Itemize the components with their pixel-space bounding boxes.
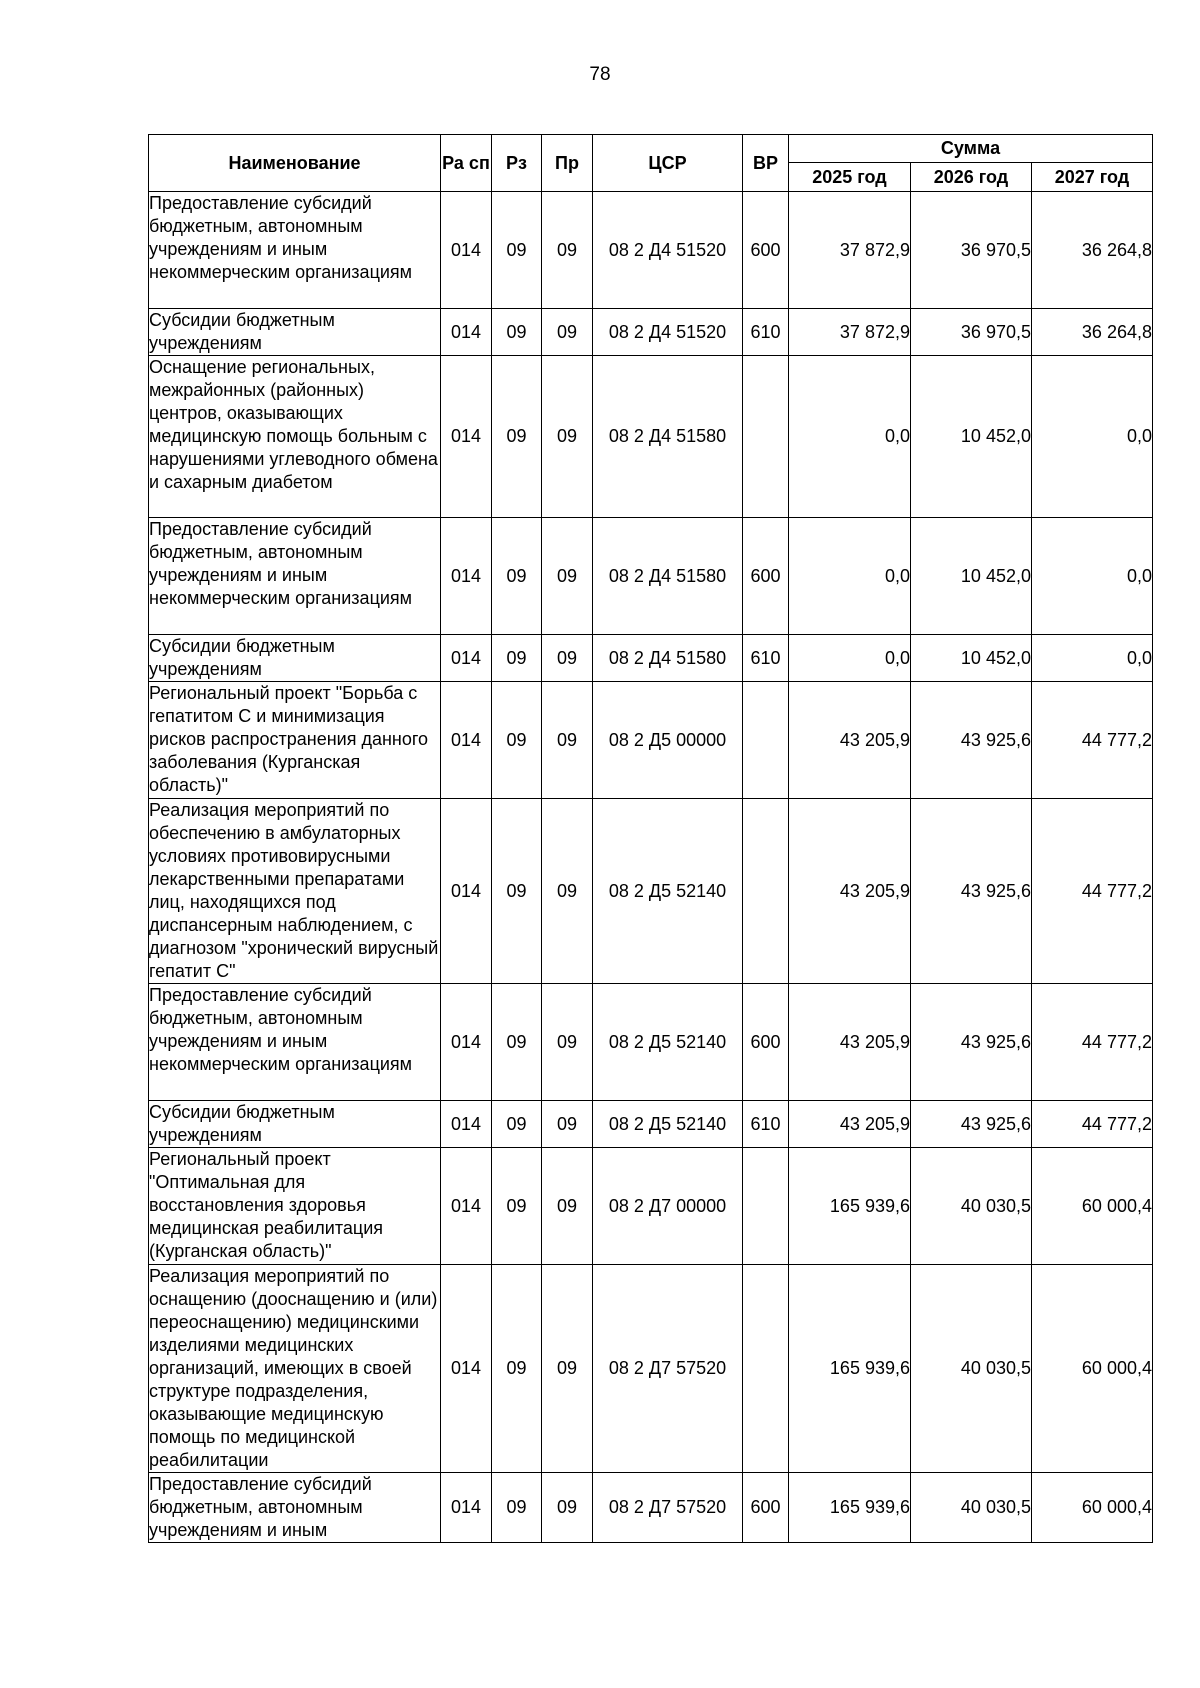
cell-rasp: 014 (441, 1148, 492, 1265)
cell-sum-2027: 0,0 (1032, 518, 1153, 635)
cell-pr: 09 (542, 1148, 593, 1265)
cell-sum-2025: 165 939,6 (789, 1265, 911, 1473)
header-row (149, 135, 1153, 163)
table-row (149, 518, 1153, 635)
cell-sum-2027: 0,0 (1032, 635, 1153, 682)
cell-rasp: 014 (441, 799, 492, 984)
cell-sum-2027: 44 777,2 (1032, 1101, 1153, 1148)
header-csr: ЦСР (593, 135, 743, 192)
cell-sum-2027: 44 777,2 (1032, 799, 1153, 984)
cell-name: Реализация мероприятий по оснащению (дооснащению и (или) переоснащению) медицинскими изделиями медицинских организаций, имеющих в своей структуре подразделения, оказывающие медицинскую помощь по медицинской реабилитации (149, 1265, 441, 1473)
cell-sum-2026: 43 925,6 (911, 682, 1032, 799)
cell-sum-2025: 37 872,9 (789, 192, 911, 309)
cell-sum-2026: 43 925,6 (911, 984, 1032, 1101)
header-rz: Рз (492, 135, 542, 192)
header-pr: Пр (542, 135, 593, 192)
cell-sum-2026: 40 030,5 (911, 1265, 1032, 1473)
cell-csr: 08 2 Д7 00000 (593, 1148, 743, 1265)
cell-pr: 09 (542, 1101, 593, 1148)
cell-csr: 08 2 Д5 52140 (593, 799, 743, 984)
cell-vr: 600 (743, 984, 789, 1101)
cell-csr: 08 2 Д5 52140 (593, 984, 743, 1101)
cell-rasp: 014 (441, 682, 492, 799)
cell-csr: 08 2 Д4 51580 (593, 518, 743, 635)
cell-sum-2026: 40 030,5 (911, 1473, 1032, 1543)
cell-sum-2027: 44 777,2 (1032, 682, 1153, 799)
cell-sum-2026: 10 452,0 (911, 356, 1032, 518)
cell-rz: 09 (492, 192, 542, 309)
cell-csr: 08 2 Д5 52140 (593, 1101, 743, 1148)
cell-sum-2027: 44 777,2 (1032, 984, 1153, 1101)
cell-pr: 09 (542, 356, 593, 518)
header-vr: ВР (743, 135, 789, 192)
cell-csr: 08 2 Д7 57520 (593, 1473, 743, 1543)
cell-rz: 09 (492, 356, 542, 518)
table-row (149, 1473, 1153, 1543)
cell-csr: 08 2 Д7 57520 (593, 1265, 743, 1473)
cell-vr (743, 682, 789, 799)
cell-name: Реализация мероприятий по обеспечению в амбулаторных условиях противовирусными лекарственными препаратами лиц, находящихся под диспансерным наблюдением, с диагнозом "хронический вирусный гепатит С" (149, 799, 441, 984)
cell-rasp: 014 (441, 635, 492, 682)
cell-sum-2025: 43 205,9 (789, 799, 911, 984)
cell-sum-2027: 60 000,4 (1032, 1265, 1153, 1473)
cell-rz: 09 (492, 1101, 542, 1148)
cell-pr: 09 (542, 1473, 593, 1543)
cell-name: Предоставление субсидий бюджетным, автономным учреждениям и иным некоммерческим организациям (149, 518, 441, 635)
cell-name: Субсидии бюджетным учреждениям (149, 1101, 441, 1148)
header-year-2025: 2025 год (789, 163, 911, 192)
cell-vr: 600 (743, 518, 789, 635)
cell-sum-2026: 36 970,5 (911, 309, 1032, 356)
cell-pr: 09 (542, 1265, 593, 1473)
table-body (149, 192, 1153, 1543)
table-row (149, 1265, 1153, 1473)
cell-rasp: 014 (441, 1473, 492, 1543)
cell-rz: 09 (492, 682, 542, 799)
table-row (149, 1101, 1153, 1148)
cell-sum-2026: 10 452,0 (911, 635, 1032, 682)
cell-rasp: 014 (441, 1101, 492, 1148)
table-row (149, 309, 1153, 356)
cell-pr: 09 (542, 799, 593, 984)
cell-sum-2025: 37 872,9 (789, 309, 911, 356)
cell-sum-2026: 36 970,5 (911, 192, 1032, 309)
cell-vr: 600 (743, 1473, 789, 1543)
cell-name: Оснащение региональных, межрайонных (районных) центров, оказывающих медицинскую помощь больным с нарушениями углеводного обмена и сахарным диабетом (149, 356, 441, 518)
header-rasp: Ра сп (441, 135, 492, 192)
budget-table (148, 134, 1153, 1543)
cell-sum-2026: 10 452,0 (911, 518, 1032, 635)
table-row (149, 799, 1153, 984)
cell-csr: 08 2 Д5 00000 (593, 682, 743, 799)
cell-pr: 09 (542, 635, 593, 682)
cell-name: Субсидии бюджетным учреждениям (149, 309, 441, 356)
cell-csr: 08 2 Д4 51580 (593, 356, 743, 518)
cell-rz: 09 (492, 518, 542, 635)
cell-csr: 08 2 Д4 51580 (593, 635, 743, 682)
header-year-2027: 2027 год (1032, 163, 1153, 192)
header-sum: Сумма (789, 135, 1153, 163)
cell-rz: 09 (492, 984, 542, 1101)
cell-rasp: 014 (441, 356, 492, 518)
cell-name: Предоставление субсидий бюджетным, автономным учреждениям и иным некоммерческим организациям (149, 192, 441, 309)
cell-sum-2025: 43 205,9 (789, 682, 911, 799)
cell-rasp: 014 (441, 309, 492, 356)
cell-vr (743, 799, 789, 984)
header-name: Наименование (149, 135, 441, 192)
cell-name: Субсидии бюджетным учреждениям (149, 635, 441, 682)
cell-name: Региональный проект "Оптимальная для восстановления здоровья медицинская реабилитация (Курганская область)" (149, 1148, 441, 1265)
cell-pr: 09 (542, 192, 593, 309)
header-year-2026: 2026 год (911, 163, 1032, 192)
cell-pr: 09 (542, 518, 593, 635)
cell-name: Предоставление субсидий бюджетным, автономным учреждениям и иным некоммерческим организациям (149, 984, 441, 1101)
table-row (149, 356, 1153, 518)
cell-vr: 600 (743, 192, 789, 309)
cell-sum-2027: 36 264,8 (1032, 192, 1153, 309)
cell-rasp: 014 (441, 192, 492, 309)
cell-pr: 09 (542, 984, 593, 1101)
cell-rz: 09 (492, 309, 542, 356)
cell-sum-2027: 60 000,4 (1032, 1473, 1153, 1543)
cell-rasp: 014 (441, 1265, 492, 1473)
cell-vr: 610 (743, 1101, 789, 1148)
page-number: 78 (589, 64, 611, 85)
cell-sum-2026: 43 925,6 (911, 799, 1032, 984)
cell-rz: 09 (492, 635, 542, 682)
cell-sum-2026: 43 925,6 (911, 1101, 1032, 1148)
cell-rasp: 014 (441, 984, 492, 1101)
cell-vr (743, 1148, 789, 1265)
table-row (149, 635, 1153, 682)
table-row (149, 984, 1153, 1101)
cell-pr: 09 (542, 682, 593, 799)
cell-sum-2025: 43 205,9 (789, 1101, 911, 1148)
cell-vr: 610 (743, 309, 789, 356)
cell-sum-2025: 0,0 (789, 356, 911, 518)
cell-vr: 610 (743, 635, 789, 682)
table-row (149, 192, 1153, 309)
cell-pr: 09 (542, 309, 593, 356)
cell-rz: 09 (492, 1265, 542, 1473)
cell-sum-2025: 0,0 (789, 635, 911, 682)
cell-rasp: 014 (441, 518, 492, 635)
cell-sum-2027: 60 000,4 (1032, 1148, 1153, 1265)
cell-sum-2025: 0,0 (789, 518, 911, 635)
table-row (149, 1148, 1153, 1265)
cell-name: Региональный проект "Борьба с гепатитом С и минимизация рисков распространения данного заболевания (Курганская область)" (149, 682, 441, 799)
cell-vr (743, 1265, 789, 1473)
cell-csr: 08 2 Д4 51520 (593, 192, 743, 309)
table-row (149, 682, 1153, 799)
cell-sum-2025: 43 205,9 (789, 984, 911, 1101)
cell-vr (743, 356, 789, 518)
cell-sum-2025: 165 939,6 (789, 1473, 911, 1543)
cell-sum-2025: 165 939,6 (789, 1148, 911, 1265)
cell-rz: 09 (492, 1473, 542, 1543)
cell-sum-2026: 40 030,5 (911, 1148, 1032, 1265)
cell-sum-2027: 36 264,8 (1032, 309, 1153, 356)
cell-name: Предоставление субсидий бюджетным, автономным учреждениям и иным (149, 1473, 441, 1543)
cell-sum-2027: 0,0 (1032, 356, 1153, 518)
cell-rz: 09 (492, 1148, 542, 1265)
cell-rz: 09 (492, 799, 542, 984)
cell-csr: 08 2 Д4 51520 (593, 309, 743, 356)
